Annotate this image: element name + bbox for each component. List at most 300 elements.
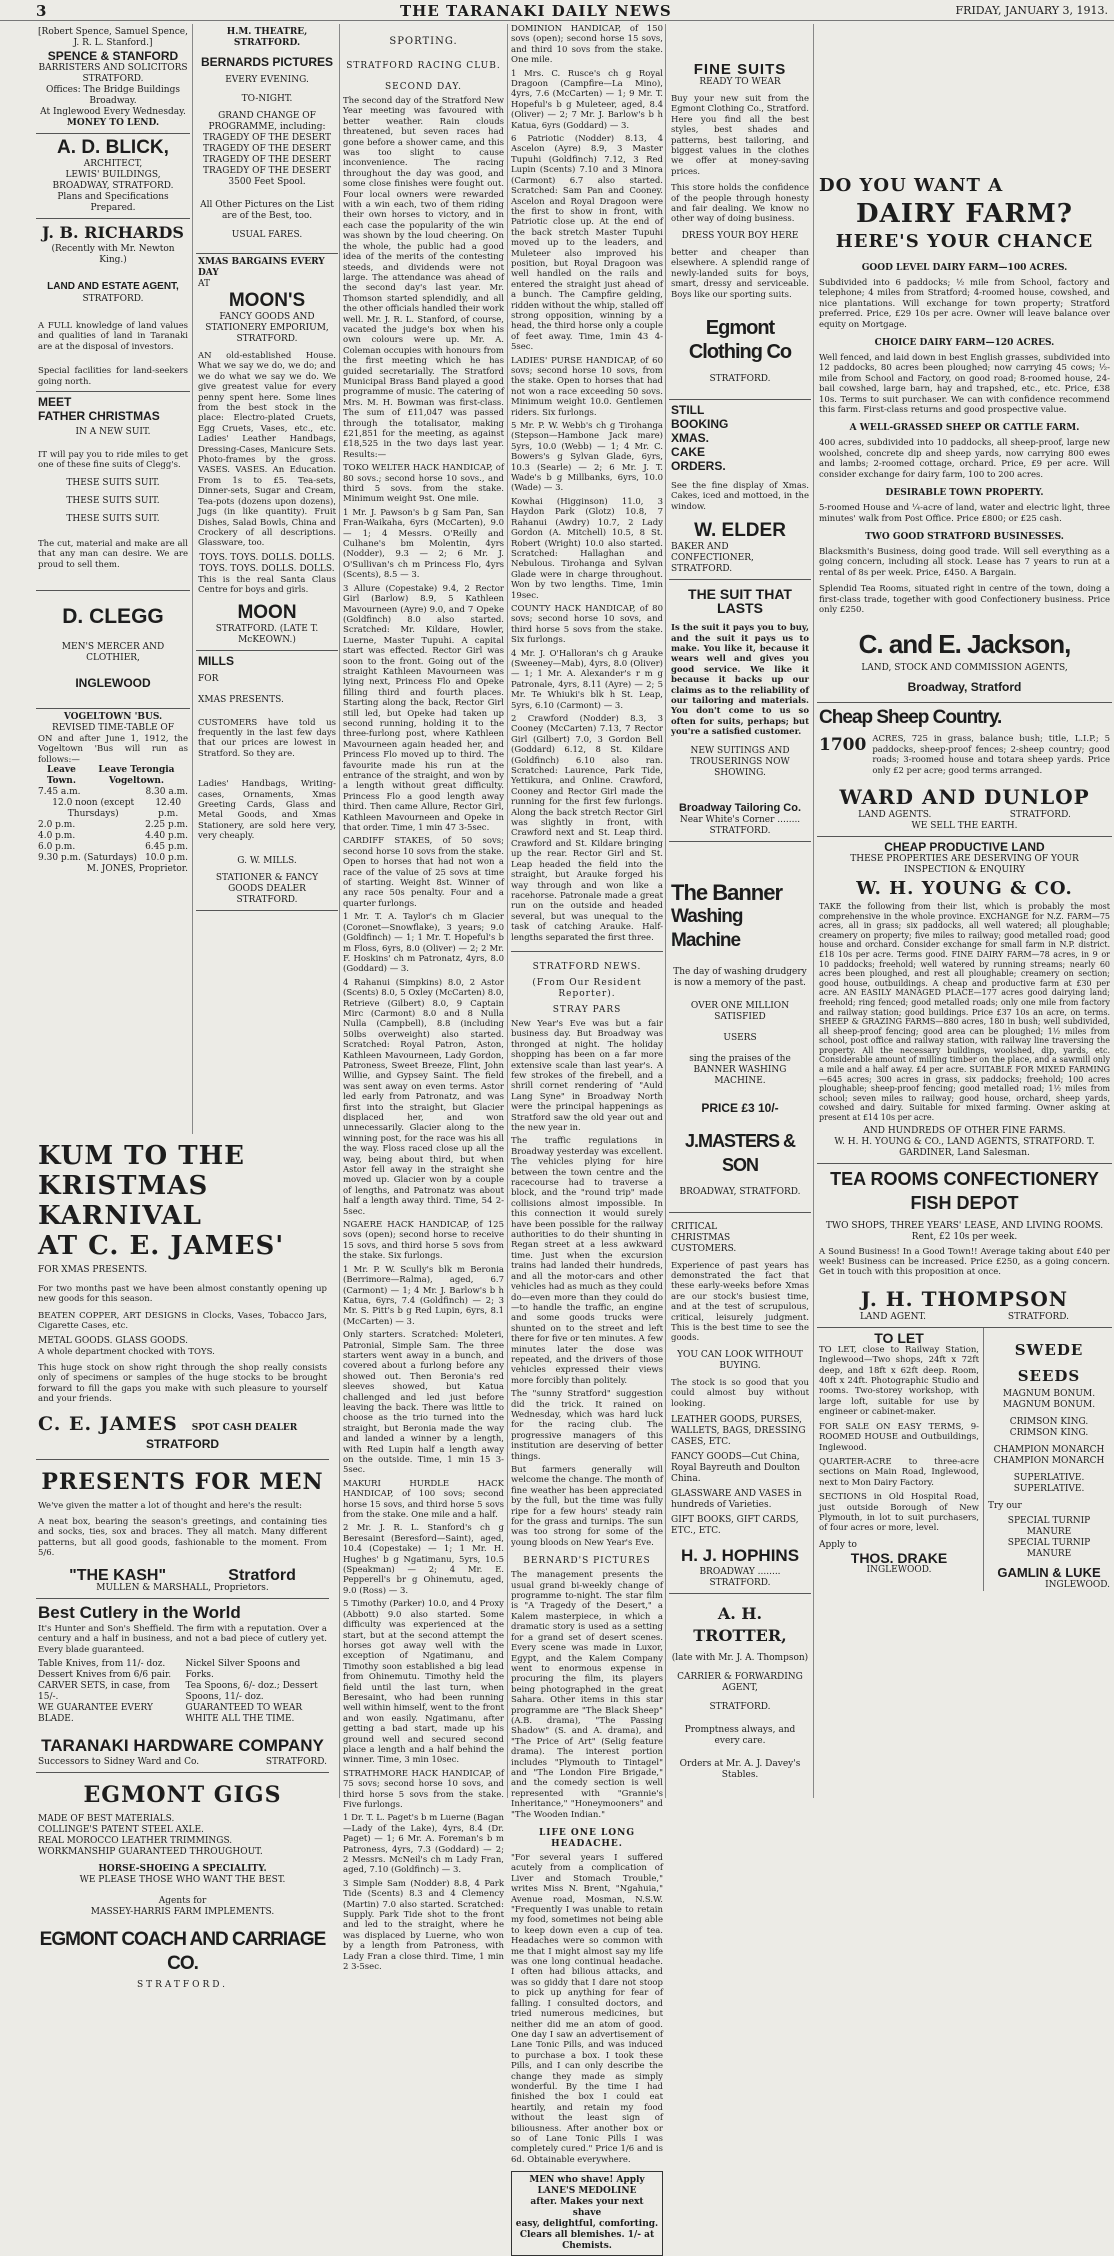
med-line: MEN who shave! Apply bbox=[529, 2175, 645, 2186]
moon-address: STRATFORD. (LATE T. McKEOWN.) bbox=[215, 623, 319, 645]
plans-note: Plans and Specifications Prepared. bbox=[57, 192, 169, 213]
crit-line: CHRISTMAS bbox=[671, 1232, 731, 1243]
column-5 bbox=[669, 24, 811, 1798]
partners-line: [Robert Spence, Samuel Spence, J. R. L. Stanford.] bbox=[38, 27, 188, 48]
fares: USUAL FARES. bbox=[231, 230, 303, 240]
ad-vogeltown-bus bbox=[36, 709, 190, 879]
clegg-sub: MEN'S MERCER AND CLOTHIER, bbox=[61, 642, 165, 664]
mills-name: G. W. MILLS. bbox=[237, 855, 297, 866]
bus-time-vogeltown: 6.45 p.m. bbox=[145, 842, 188, 853]
fc-body2: The cut, material and make are all that any man can desire. We are proud to sell them. bbox=[38, 538, 188, 570]
ad-egmont-gigs bbox=[36, 1773, 329, 1995]
race-heading: DOMINION HANDICAP, of 150 sovs (open); second horse 15 sovs, and third 10 sovs from the stake. One mile. bbox=[511, 24, 663, 66]
cutlery-right bbox=[186, 1659, 328, 1725]
mills-body: CUSTOMERS have told us frequently in the last few days that our prices are lowest in Stratford. So they are. bbox=[198, 717, 336, 759]
lasts-new: NEW SUITINGS AND TROUSERINGS NOW SHOWING. bbox=[690, 745, 790, 778]
rule bbox=[511, 951, 663, 952]
seed-item: CRIMSON KING. bbox=[1009, 1416, 1089, 1427]
fc-body: IT will pay you to ride miles to get one of these fine suits of Clegg's. bbox=[38, 450, 188, 471]
film-title: TRAGEDY OF THE DESERT bbox=[203, 155, 331, 165]
reporter-line: (From Our Resident Reporter). bbox=[532, 977, 642, 999]
elder-line: XMAS. bbox=[671, 430, 710, 445]
architect-name: A. D. BLICK, bbox=[57, 137, 169, 158]
ad-clegg bbox=[36, 591, 190, 709]
sporting-title: SPORTING. bbox=[389, 36, 458, 47]
at: AT bbox=[198, 279, 211, 289]
young-title: CHEAP PRODUCTIVE LAND bbox=[884, 839, 1045, 854]
bottom-row bbox=[817, 1328, 1112, 1591]
profession: ARCHITECT, bbox=[83, 159, 143, 169]
ad-mills bbox=[196, 651, 338, 911]
james-town: STRATFORD bbox=[145, 1436, 220, 1451]
bus-row bbox=[38, 853, 188, 864]
dairy-body: 400 acres, subdivided into 10 paddocks, all sheep-proof, large new woolshed, concrete dip and sheep yards, now carrying 800 ewes and lambs; 2-roomed cottage, orchard. Price, £9 per acre. Will consider exchange for dairy farm, 100 to 200 acres. bbox=[819, 438, 1110, 480]
bus-time-vogeltown: 10.0 p.m. bbox=[145, 853, 188, 864]
seed-item: SUPERLATIVE. bbox=[1013, 1483, 1085, 1494]
theatre-title: H.M. THEATRE, STRATFORD. bbox=[226, 27, 308, 48]
bus-time-town: 9.30 p.m. (Saturdays) bbox=[38, 853, 137, 864]
page-number: 3 bbox=[36, 2, 47, 20]
elder-line: BOOKING bbox=[671, 416, 729, 431]
gigs-line: REAL MOROCCO LEATHER TRIMMINGS. bbox=[38, 1835, 233, 1846]
fc-heading: FATHER CHRISTMAS bbox=[38, 409, 160, 424]
seed-item: SUPERLATIVE. bbox=[1013, 1472, 1085, 1483]
article-text: 5 Timothy (Parker) 10.0, and 4 Proxy (Abbott) 9.0 also started. Some difficulty was experienced at the start, but at the second attempt the horses got away well with the exception of Ngatimanu, and Timothy soon established a big lead from Ohinemutu. Timothy held the field until the last turn, when Beresaint, who had been running well within himself, went to the front and won easily. Ngatimanu, after getting a bad start, made up his ground well and secured second place a length and a half behind the winner. Time, 3 min 10sec. bbox=[343, 1599, 504, 1766]
thompson-town: STRATFORD. bbox=[1007, 1311, 1070, 1322]
med-line: easy, delightful, comforting. bbox=[515, 2219, 659, 2230]
gigs-line: MADE OF BEST MATERIALS. bbox=[38, 1813, 175, 1824]
kum-body2: This huge stock on show right through the shop really consists only of specimens or samples of the huge stocks to be brought forward to fill the gaps you make with such pleasure to yourself and your friends. bbox=[38, 1363, 327, 1405]
seed-item: CHAMPION MONARCH bbox=[993, 1444, 1105, 1455]
crit-line: CUSTOMERS. bbox=[671, 1243, 737, 1254]
kash-name: "THE KASH" bbox=[69, 1566, 167, 1584]
drake-town: INGLEWOOD. bbox=[866, 1564, 932, 1575]
ad-cutlery bbox=[36, 1599, 329, 1773]
bus-time-vogeltown: 8.30 a.m. bbox=[145, 787, 188, 798]
thompson-row bbox=[819, 1312, 1110, 1323]
mills-town: STRATFORD. bbox=[236, 894, 298, 905]
race-heading: TOKO WELTER HACK HANDICAP, of 80 sovs.; second horse 10 sovs., and third 5 sovs. from the stake. Minimum weight 9st. One mile. bbox=[343, 463, 504, 505]
gamlin-town: INGLEWOOD. bbox=[1045, 1579, 1110, 1590]
land-agent-title: LAND AND ESTATE AGENT, bbox=[47, 281, 179, 292]
elder-line: STILL bbox=[671, 402, 705, 417]
article-text: 3 Simple Sam (Nodder) 8.8, 4 Park Tide (Scents) 8.3 and 4 Clemency (Martin) 7.0 also started. Scratched: Supply. Park Tide shot to the front and led to the straight, where he was displaced by Luerne, who won by a length from Patroness, with Lady Fran a close third. Time, 1 min 2 3-5sec. bbox=[343, 1878, 504, 1973]
town: STRATFORD. bbox=[82, 294, 144, 304]
bus-row bbox=[38, 798, 188, 820]
column-rule bbox=[813, 24, 814, 1798]
firm-name: SPENCE & STANFORD bbox=[47, 49, 179, 63]
young-sub: THESE PROPERTIES ARE DESERVING OF YOUR INSPECTION & ENQUIRY bbox=[850, 853, 1079, 875]
column-6 bbox=[817, 24, 1112, 1798]
race-results: 5 Mr. P. W. Webb's ch g Tirohanga (Stepson—Hambone Jack mare) 5yrs, 10.0 (Webb) — 1; 4 Mr. C. Bowers's g Sylvan Glade, 6yrs, 10.3 (Searle) — 2; 6 Mr. J. T. Wade's b g Millbanks, 6yrs, 10.0 (Wade) — 3. bbox=[511, 421, 663, 494]
bus-row bbox=[38, 842, 188, 853]
tea-line2: FISH DEPOT bbox=[910, 1192, 1019, 1213]
young-body: TAKE the following from their list, which is probably the most comprehensive in the whole province. EXCHANGE for N.Z. FARM—75 acres, all in grass; six paddocks, all well watered; all ploughable; creamery on property; five miles to railway; good metalled road; good house and orchard. Consider exchange for small farm in N.P. district. £18 10s per acre. Terms good. FINE DAIRY FARM—78 acres, in 9 or 10 paddocks; freehold; well watered by running streams; nearly 60 acres been ploughed, and rest all ploughable; creamery on section; good house, outbuildings. A cheap and productive farm at £30 per acre. AN EASILY MANAGED PLACE—177 acres good dairying land; freehold; ring fenced; good metalled roads; only one mile from factory and railway station; good buildings. Price £37 10s an acre, on terms. SHEEP & GRAZING FARMS—880 acres, 180 in bush; well subdivided, all sheep-proof fencing; good area can be ploughed; 1½ miles from school, post office and railway station, with railway line traversing the property. All the necessary buildings, woolshed, dip, yards, etc. Considerable amount of milling timber on the place, and a sawmill only a mile and a half away. £4 per acre. SUITABLE FOR MIXED FARMING—645 acres; 300 acres in grass, six paddocks; freehold; 100 acres ploughable; sheep-proof fencing; good metalled road; 1½ miles from school; seven miles to railway; good house, orchard, sheep yards, cowshed and dairy. Suitable for mixed farming. Owner asking at present at £14 10s per acre. bbox=[819, 901, 1110, 1123]
race-results: 1 Dr. T. L. Paget's b m Luerne (Bagan—Lady of the Lake), 4yrs, 8.4 (Dr. Paget) — 1; 6 Mr. A. Foreman's b m Patroness, 4yrs, 7.3 (Goddard) — 2; 2 Messrs. McNeil's ch m Lady Fran, aged, 7.10 (Goldfinch) — 3. bbox=[343, 1813, 504, 1876]
ad-elder bbox=[669, 400, 811, 580]
crit-item: GIFT BOOKS, GIFT CARDS, ETC., ETC. bbox=[671, 1515, 799, 1537]
article-text: New Year's Eve was but a fair business day. But Broadway was thronged at night. The holiday shopping has been on a far more extensive scale than last year's. A few strokes of the firebell, and a shrill cornet rendering of "Auld Lang Syne" in Broadway North were the principal happenings as Stratford saw the old year out and the new year in. bbox=[511, 1018, 663, 1133]
lasts-body: Is the suit it pays you to buy, and the suit it pays us to make. You like it, because it wears well and gives you good service. We like it because it backs up our claims as to the reliability of our tailoring and materials. You don't come to us so often for suits, perhaps; but you're a satisfied customer. bbox=[671, 623, 809, 738]
crit-item: FANCY GOODS—Cut China, Royal Bayreuth and Doulton China. bbox=[671, 1452, 801, 1485]
gigs-line: COLLINGE'S PATENT STEEL AXLE. bbox=[38, 1824, 204, 1835]
bus-time-town: 7.45 a.m. bbox=[38, 787, 81, 798]
ad-fine-suits bbox=[669, 24, 811, 400]
crit-line: CRITICAL bbox=[671, 1221, 718, 1232]
toys-line: TOYS. TOYS. DOLLS. DOLLS. bbox=[199, 563, 335, 574]
for: FOR bbox=[198, 673, 219, 684]
dairy-body: Splendid Tea Rooms, situated right in centre of the town, doing a first-class trade, together with good Confectionery business. Price only £250. bbox=[819, 584, 1110, 615]
elder-line: CAKE bbox=[671, 444, 706, 459]
tea-line1: TEA ROOMS CONFECTIONERY bbox=[830, 1168, 1099, 1189]
gigs-please: WE PLEASE THOSE WHO WANT THE BEST. bbox=[79, 1874, 286, 1885]
bus-sub: REVISED TIME-TABLE OF bbox=[51, 723, 175, 734]
race-heading: STRATHMORE HACK HANDICAP, of 75 sovs; second horse 10 sovs, and third horse 5 sovs from the stake. Five furlongs. bbox=[343, 1768, 504, 1810]
article-text: 6 Patriotic (Nodder) 8.13, 4 Ascelon (Ayre) 8.9, 3 Master Tupuhi (Goldfinch) 7.12, 3 Red Lupin (Scents) 7.10 and 3 Minora (Carmont) 6.7 also started. Scratched: Sam Pan and Cooney. Ascelon and Royal Dragoon were the first to show in front, with Patriotic close up. At the end of the back stretch Master Tupuhi moved up to the leaders, and Muleteer also improved his position, but Royal Dragoon was well handled on the rails and entered the straight just ahead of a bunch. The Campfire gelding, ridden without the whip, stalled off strong opposition, winning by a head, the third horse only a couple of feet away. Time, 1min 43 4-5sec. bbox=[511, 134, 664, 353]
stratford-news-heading: STRATFORD NEWS. bbox=[532, 961, 642, 972]
santa-line: This is the real Santa Claus Centre for boys and girls. bbox=[198, 574, 336, 596]
ad-trotter bbox=[669, 1594, 811, 1785]
article-text: 2 Crawford (Nodder) 8.3, 3 Cooney (McCarten) 7.13, 7 Rector Girl (Gilbert) 7.0, 3 Gordon Bell (Goddard) 6.12, 8 St. Kildare (Goldfinch) 6.10 also ran. Scratched: Laurence, Park Tide, Yettikura, and Online. Crawford, Cooney and Rector Girl made the running for the first few furlongs. Along the back stretch Rector Girl was slightly in front, with Crawford next and St. Leap third. Crawford and St. Kildare bringing up the rear. Rector Girl and St. Leap headed the field into the straight, but Arauke forged his way through and won like a racehorse. Patronale made a great run on the outside and headed several, but was unequal to the task of catching Arauke. Half-lengths separated the first three. bbox=[511, 714, 663, 943]
coach-town: STRATFORD. bbox=[136, 1979, 229, 1990]
firm-subtitle: BARRISTERS AND SOLICITORS bbox=[38, 63, 188, 73]
dairy-heading: CHOICE DAIRY FARM—120 ACRES. bbox=[874, 338, 1055, 349]
hardware-town: STRATFORD. bbox=[265, 1756, 327, 1767]
men-title: PRESENTS FOR MEN bbox=[41, 1468, 324, 1495]
ad-suit-lasts bbox=[669, 580, 811, 841]
race-results: 1 Mr. T. A. Taylor's ch m Glacier (Coronet—Snowflake), 3 years; 9.0 (Goldfinch) — 1; 1 Mr. T. Hopeful's b m Floss, 6yrs, 8.0 (Oliver) — 2; 2 Mr. F. Hoskins' ch m Patronatz, 4yrs, 8.0 (Goddard) — 3. bbox=[343, 912, 504, 975]
cutlery-item: GUARANTEED TO WEAR WHITE ALL THE TIME. bbox=[185, 1702, 303, 1724]
town: STRATFORD. bbox=[82, 74, 144, 84]
article-text: The management presents the usual grand bi-weekly change of programme to-night. The star film is "A Tragedy of the Desert," a Kalem masterpiece, in which a dramatic story is used as a setting for a grand set of desert scenes. Every scene was made in Luxor, Egypt, and the Kalem Company went to enormous expense in procuring the film, its players being photographed in the great Sahara. Other items in this star programme are "The Black Sheep" (A.B. drama), "The Passing Shadow" (S. and A. drama), and "The Price of Art" (Selig feature drama). The interest portion includes "Plymouth to Tintagel" and "The London Fire Brigade," and the comedy section is well represented with "Grannie's Inheritance," "Honeymooners" and "The Wooden Indian." bbox=[511, 1570, 663, 1820]
hardware-succ: Successors to Sidney Ward and Co. bbox=[38, 1756, 200, 1767]
ad-father-christmas bbox=[36, 392, 190, 591]
cutlery-left bbox=[38, 1659, 180, 1725]
column-3 bbox=[343, 24, 504, 1973]
feet-spool: 3500 Feet Spool. bbox=[228, 177, 306, 187]
apply-to: Apply to bbox=[819, 1539, 857, 1550]
tonight: TO-NIGHT. bbox=[241, 94, 293, 104]
ad-blick bbox=[36, 134, 190, 219]
kash-line bbox=[38, 1566, 327, 1584]
column-rule bbox=[339, 24, 340, 1798]
bargains-heading: XMAS BARGAINS EVERY DAY bbox=[198, 257, 325, 278]
suits-ready: READY TO WEAR bbox=[699, 77, 781, 87]
film-title: TRAGEDY OF THE DESERT bbox=[203, 144, 331, 154]
to-let-q: QUARTER-ACRE to three-acre sections on Main Road, Inglewood, next to Mon Dairy Factory. bbox=[819, 1456, 979, 1488]
to-let-sale: FOR SALE ON EASY TERMS, 9-ROOMED HOUSE and Outbuildings, Inglewood. bbox=[819, 1421, 979, 1453]
tea-rent: Rent, £2 10s per week. bbox=[911, 1231, 1018, 1242]
meet-heading: MEET bbox=[38, 395, 72, 410]
cheap-body: ACRES, 725 in grass, balance bush; title, L.I.P.; 5 paddocks, sheep-proof fences; 2-sheep country; good roads; 3-roomed house and totara sheep yards. Price only £2 per acre; good terms arranged. bbox=[872, 734, 1110, 776]
article-text: "For several years I suffered acutely from a complication of Liver and Stomach Trouble," writes Miss N. Brent, "Ngahuia," Avenue road, Mosman, N.S.W. "Frequently I was unable to retain my food, sometimes not being able to keep down even a cup of tea. Headaches were so common with me that I might almost say my life was one long continual headache. I often had bilious attacks, and was so giddy that I dare not stoop to pick up anything for fear of falling. I consulted doctors, and tried numerous medicines, but neither did me an atom of good. One day I saw an advertisement of Lane Tonic Pills, and was induced to purchase a box. I took these Pills, and I can only describe the change they made as simply wonderful. By the time I had finished the box I could eat heartily, and retain my food without the least sign of biliousness. After another box or so of Lane Tonic Pills I was completely cured." Price 1/6 and is 6d. Obtainable everywhere. bbox=[511, 1853, 663, 2165]
dairy-heading: A WELL-GRASSED SHEEP OR CATTLE FARM. bbox=[849, 423, 1080, 434]
seed-item: MAGNUM BONUM. bbox=[1002, 1388, 1096, 1399]
mills-body2: Ladies' Handbags, Writing-cases, Ornaments, Xmas Greeting Cards, Glass and Metal Goods, and Xmas Stationery, are sold here very, very cheaply. bbox=[198, 779, 336, 842]
dairy-body: 5-roomed House and ¼-acre of land, water and electric light, three minutes' walk from Post Office. Price £800; or £25 cash. bbox=[819, 503, 1110, 524]
leave-town: Leave Town. bbox=[46, 765, 76, 787]
lasts-title: THE SUIT THAT LASTS bbox=[688, 586, 792, 617]
moons-body: AN old-established House. What we say we do, we do; and we do what we say we do. We give greatest value for every penny spent here. Some lines from the best stock in the place: Electro-plated Cruets, Egg Cruets, Vases, etc., etc. Ladies' Leather Handbags, Dressing-Cases, Manicure Sets. Photo-frames by the gross. VASES. VASES. An Education. From 1s to £5. Tea-sets, Dinner-sets, Sugar and Cream, Tea-pots (dozens upon dozens), Jugs (in like quantity). Fruit Dishes, Salad Bowls, China and Crockery of all descriptions. Glassware, too. bbox=[198, 351, 336, 549]
seed-item: CHAMPION MONARCH bbox=[993, 1455, 1105, 1466]
hardware-footer bbox=[38, 1757, 327, 1768]
race-results: 1 Mrs. C. Rusce's ch g Royal Dragoon (Campfire—La Mino), 4yrs, 7.6 (McCarten) — 1; 9 Mr. T. Hopeful's b g Muleteer, aged, 8.4 (Oliver) — 2; 7 Mr. J. Barlow's b h Katua, 6yrs (Goddard) — 3. bbox=[511, 68, 663, 131]
bernards-heading: BERNARD'S PICTURES bbox=[523, 1556, 651, 1567]
kum-dept: A whole department chocked with TOYS. bbox=[38, 1346, 215, 1357]
bus-row bbox=[38, 787, 188, 798]
seeds-title: SWEDE SEEDS bbox=[1014, 1340, 1084, 1385]
dairy-line3: HERE'S YOUR CHANCE bbox=[835, 231, 1094, 252]
article-text: The second day of the Stratford New Year meeting was favoured with better weather. Rain clouds threatened, but seven races had gone before a shower came, and this was too slight to cause inconvenience. The racing throughout the day was good, and some close finishes were fought out. Four local owners were rewarded with a win each, two of them riding their own horses to victory, and in each case the popularity of the win was shown by the loud cheering. On the whole, the public had a good idea of the merits of the contesting steeds, and dividends were not large. The attendance was ahead of the second day's last year. Mr. Thomson started splendidly, and all the other officials handled their work well. Mr. J. R. L. Stanford, of course, vacated the judge's box when his own colours were up. Mr. A. Coleman occupies with honours from the first meeting which he has guided secretarially. The Stratford Municipal Brass Band played a good programme of music. The catering of Mrs. M. H. Bowman was first-class. The sum of £11,047 was passed through the totalisator, making £21,851 for the meeting, as against £18,525 in the two days last year. Results:— bbox=[343, 96, 504, 460]
crit-can: YOU CAN LOOK WITHOUT BUYING. bbox=[677, 1349, 803, 1371]
thompson-sub: LAND AGENT. bbox=[859, 1311, 927, 1322]
ad-richards bbox=[36, 219, 190, 392]
clothing-town: STRATFORD. bbox=[709, 373, 771, 384]
crit-item: GLASSWARE AND VASES in hundreds of Varieties. bbox=[671, 1489, 802, 1511]
masthead bbox=[0, 0, 1114, 21]
men-body: We've given the matter a lot of thought and here's the result: bbox=[38, 1500, 302, 1511]
suits-line: THESE SUITS SUIT. bbox=[66, 513, 160, 524]
elder-name: W. ELDER bbox=[694, 520, 786, 542]
ad-swede-seeds bbox=[984, 1328, 1112, 1591]
dairy-body: Well fenced, and laid down in best English grasses, subdivided into 12 paddocks, 80 acres been ploughed; now carrying 45 cows; ½-mile from School and Factory, on good road; 8-roomed house, 24-bail cowshed, large barn, hay and trapshed, etc., etc. Price, £38 10s. Terms to suit purchaser. We can with confidence recommend this farm. First-class returns and good prospective value. bbox=[819, 353, 1110, 416]
article-text: Kowhai (Higginson) 11.0, 3 Haydon Park (Glotz) 10.8, 7 Rahanui (Awdry) 10.7, 2 Lady Gordon (A. Mitchell) 10.5, 8 St. Robert (Wright) 10.0 also started. Scratched: Hallaghan and Nebulous. Tirohanga and Sylvan Glade were in charge throughout. Won by two lengths. Time, 1min 19sec. bbox=[511, 496, 663, 601]
kum-body: For two months past we have been almost constantly opening up new goods for this season. bbox=[38, 1284, 327, 1305]
bus-intro: ON and after June 1, 1912, the Vogeltown 'Bus will run as follows:— bbox=[38, 734, 188, 765]
to-let-sec: SECTIONS in Old Hospital Road, just outside Borough of New Plymouth, in lot to suit purchasers, of four acres or more, level. bbox=[819, 1492, 979, 1534]
elder-town: STRATFORD. bbox=[671, 564, 733, 575]
bus-time-town: 4.0 p.m. bbox=[38, 831, 76, 842]
bus-time-town: 6.0 p.m. bbox=[38, 842, 76, 853]
article-text: Only starters. Scratched: Moleteri, Patronial, Simple Sam. The three starters went away in a bunch, and covered about a furlong before any showed out. Then Beronia's red sleeves showed, but Katua challenged and led just before leaving the back. There was little to choose as the trio turned into the straight, but Beronia made the way and landed a winner by a length, with Red Lupin half a length away on the outside. Time, 1 min 15 3-5sec. bbox=[343, 1330, 504, 1476]
trotter-orders: Orders at Mr. A. J. Davey's Stables. bbox=[679, 1759, 801, 1781]
dairy-body: Subdivided into 6 paddocks; ½ mile from School, factory and telephone; 4 miles from Stratford; 4-roomed house, cowshed, and nice plantations. Will exchange for town property; Stratford preferred. Price, £29 10s per acre. Owner will leave balance over equity on Mortgage. bbox=[819, 278, 1110, 330]
cheap-acres: 1700 bbox=[819, 735, 867, 756]
ward-town: STRATFORD. bbox=[1009, 809, 1071, 820]
masters-town: BROADWAY, STRATFORD. bbox=[679, 1186, 801, 1197]
trotter-sub: CARRIER & FORWARDING AGENT, bbox=[677, 1672, 803, 1694]
moon-name: MOON bbox=[237, 601, 297, 623]
trotter-town: STRATFORD. bbox=[709, 1702, 771, 1713]
cutlery-item: WE GUARANTEE EVERY BLADE. bbox=[38, 1702, 153, 1724]
film-title: TRAGEDY OF THE DESERT bbox=[203, 166, 331, 176]
banner-line1: The Banner bbox=[671, 879, 783, 905]
racing-club-heading: STRATFORD RACING CLUB. bbox=[346, 61, 501, 71]
grand-change: GRAND CHANGE OF PROGRAMME, including: bbox=[208, 111, 326, 132]
dairy-heading: GOOD LEVEL DAIRY FARM—100 ACRES. bbox=[861, 263, 1068, 273]
moons-name: MOON'S bbox=[228, 290, 306, 311]
young-name: W. H. YOUNG & CO. bbox=[856, 877, 1073, 899]
crit-body2: The stock is so good that you could almost buy without looking. bbox=[671, 1377, 809, 1409]
ad-to-let bbox=[817, 1328, 984, 1591]
toys-line: TOYS. TOYS. DOLLS. DOLLS. bbox=[199, 552, 335, 563]
suits-dress: DRESS YOUR BOY HERE bbox=[681, 230, 799, 241]
bus-header-row bbox=[38, 765, 188, 787]
dairy-body: Blacksmith's Business, doing good trade. Will sell everything as a going concern, including all stock. Lease has 7 years to run at a rental of 8s per week. Price, £450. A Bargain. bbox=[819, 546, 1110, 578]
jackson-name: C. and E. Jackson, bbox=[858, 629, 1071, 660]
gigs-agents: Agents for bbox=[158, 1895, 207, 1906]
office: Offices: The Bridge Buildings Broadway. bbox=[45, 85, 180, 106]
seed-item: MAGNUM BONUM. bbox=[1002, 1399, 1096, 1410]
tailoring-near: Near White's Corner ........ STRATFORD. bbox=[679, 814, 801, 836]
trotter-name: A. H. TROTTER, bbox=[693, 1604, 787, 1646]
trotter-late: (late with Mr. J. A. Thompson) bbox=[671, 1653, 809, 1664]
dairy-heading: TWO GOOD STRATFORD BUSINESSES. bbox=[865, 531, 1064, 542]
ad-medoline bbox=[511, 2171, 663, 2256]
elder-body: See the fine display of Xmas. Cakes, iced and mottoed, in the window. bbox=[671, 480, 809, 512]
race-results: 4 Mr. J. O'Halloran's ch g Arauke (Sweeney—Mab), 4yrs, 8.0 (Oliver) — 1; 1 Mr. A. Alexander's r m g Patronale, 4yrs, 8.11 (Ayre) — 2; 5 Mr. Te Whiuki's blk h St. Leap, 5yrs, 6.10 (Carmont) — 3. bbox=[511, 648, 663, 711]
stray-pars: STRAY PARS bbox=[552, 1004, 622, 1015]
hardware-name: TARANAKI HARDWARE COMPANY bbox=[41, 1735, 324, 1755]
column-1 bbox=[36, 24, 190, 1134]
egmont-clothing-name: Egmont Clothing Co bbox=[688, 316, 792, 363]
cutlery-title: Best Cutlery in the World bbox=[38, 1602, 241, 1622]
cutlery-item: Dessert Knives from 6/6 pair. bbox=[38, 1669, 172, 1680]
young-sig: W. H. H. YOUNG & CO., LAND AGENTS, STRATFORD. T. GARDINER, Land Salesman. bbox=[834, 1136, 1095, 1158]
bus-row bbox=[38, 831, 188, 842]
land-special: Special facilities for land-seekers going north. bbox=[38, 366, 188, 387]
crit-item: LEATHER GOODS, PURSES, WALLETS, BAGS, DRESSING CASES, ETC. bbox=[671, 1415, 806, 1448]
young-and: AND HUNDREDS OF OTHER FINE FARMS. bbox=[863, 1125, 1066, 1136]
race-results: 1 Mr. P. W. Scully's blk m Beronia (Berrimore—Ralma), aged, 6.7 (Carmont) — 1; 4 Mr. J. Barlow's b h Katua, 6yrs, 7.4 (Goldfinch) — 2; 3 Mr. S. Pitt's b g Red Lupin, 6yrs, 8.1 (McCarten) — 3. bbox=[343, 1264, 504, 1327]
inglewood-note: At Inglewood Every Wednesday. bbox=[40, 107, 186, 117]
suits-body: Buy your new suit from the Egmont Clothing Co., Stratford. Here you find all the best styles, best shades and patterns, best tailoring, and biggest values in the clothes we offer at money-saving prices. bbox=[671, 94, 809, 177]
ad-cheap-sheep bbox=[817, 703, 1112, 837]
ad-dairy-farm bbox=[817, 24, 1112, 703]
bus-time-vogeltown: 12.40 p.m. bbox=[155, 798, 182, 820]
med-line: LANE'S MEDOLINE bbox=[537, 2186, 637, 2197]
coach-name: EGMONT COACH AND CARRIAGE CO. bbox=[39, 1928, 326, 1974]
ward-dunlop-name: WARD AND DUNLOP bbox=[839, 784, 1090, 809]
ad-presents-for-men bbox=[36, 1460, 329, 1599]
bus-time-vogeltown: 4.40 p.m. bbox=[145, 831, 188, 842]
race-results: 2 Mr. J. R. L. Stanford's ch g Beresaint (Beresford—Saint), aged, 10.4 (Copestake) — 1; 1 Mr. H. Hughes' b g Ngatimanu, 5yrs, 10.5 (Speakman) — 2; 4 Mr. E. Pepperell's br g Ohinemutu, aged, 9.0 (Ross) — 3. bbox=[343, 1523, 504, 1596]
med-line: after. Makes your next shave bbox=[530, 2197, 644, 2219]
to-let-body: TO LET, close to Railway Station, Inglewood—Two shops, 24ft x 72ft deep, and 18ft x 62ft deep. Room, 40ft x 24ft. Photographic Studio and rooms. Two-storey workshop, with large loft, suitable for use by engineer or cabinet-maker. bbox=[819, 1344, 979, 1418]
kum-sig bbox=[38, 1411, 327, 1437]
dairy-heading: DESIRABLE TOWN PROPERTY. bbox=[885, 488, 1044, 499]
thompson-name: J. H. THOMPSON bbox=[860, 1286, 1069, 1311]
wide-left-block bbox=[36, 1138, 329, 1995]
men-body2: A neat box, bearing the season's greetings, and containing ties and socks, ties, sox and braces. They all match. Many different patterns, but all good goods, fashionable to the moment. From 5/6. bbox=[38, 1517, 327, 1559]
kum-for: FOR XMAS PRESENTS. bbox=[38, 1265, 148, 1275]
med-line: Chemists. bbox=[562, 2241, 612, 2252]
bus-time-town: 2.0 p.m. bbox=[38, 820, 76, 831]
ad-tea-rooms bbox=[817, 1164, 1112, 1328]
bus-time-vogeltown: 2.25 p.m. bbox=[145, 820, 188, 831]
moons-sub: FANCY GOODS AND STATIONERY EMPORIUM, STRATFORD. bbox=[205, 312, 329, 344]
agent-name: J. B. RICHARDS bbox=[42, 223, 184, 242]
bus-row bbox=[38, 820, 188, 831]
hophins-name: H. J. HOPHINS bbox=[680, 1546, 800, 1566]
med-line: Clears all blemishes. 1/- at bbox=[519, 2230, 655, 2241]
cutlery-item: CARVER SETS, in case, from 15/-. bbox=[38, 1680, 171, 1702]
agent-note: (Recently with Mr. Newton King.) bbox=[51, 244, 175, 265]
james-name: C. E. JAMES bbox=[38, 1412, 178, 1435]
tea-sub: TWO SHOPS, THREE YEARS' LEASE, AND LIVING ROOMS. bbox=[825, 1220, 1104, 1231]
kum-line3: AT C. E. JAMES' bbox=[38, 1231, 285, 1261]
suits-title: FINE SUITS bbox=[693, 61, 787, 78]
cutlery-item: Tea Spoons, 6/- doz.; Dessert Spoons, 11/- doz. bbox=[185, 1680, 318, 1702]
land-body: A FULL knowledge of land values and qualities of land in Taranaki are at the disposal of investors. bbox=[38, 321, 188, 352]
race-heading: MAKURI HURDLE HACK HANDICAP, of 100 sovs; second horse 15 sovs, and third horse 5 sovs from the stake. One mile and a half. bbox=[343, 1478, 504, 1521]
race-heading: COUNTY HACK HANDICAP, of 80 sovs; second horse 10 sovs, and third horse 5 sovs from the stake. Six furlongs. bbox=[511, 603, 663, 646]
ad-theatre bbox=[196, 24, 338, 254]
gigs-shoe: HORSE-SHOEING A SPECIALITY. bbox=[98, 1863, 267, 1874]
article-text: The "sunny Stratford" suggestion did the trick. It rained on Wednesday, which was hard luck for the racing club. The progressive managers of this institution are deserving of better things. bbox=[511, 1389, 663, 1462]
elder-line: ORDERS. bbox=[671, 458, 726, 473]
hophins-town: BROADWAY ........ STRATFORD. bbox=[699, 1567, 781, 1589]
jackson-sub: LAND, STOCK AND COMMISSION AGENTS, bbox=[861, 663, 1068, 674]
every-evening: EVERY EVENING. bbox=[225, 75, 309, 85]
race-heading: LADIES' PURSE HANDICAP, of 60 sovs; second horse 10 sovs, from the stake. Open to horses that had not won a race exceeding 50 sovs. Minimum weight 10.0. Gentlemen riders. Six furlongs. bbox=[511, 355, 663, 418]
ward-sub: LAND AGENTS. bbox=[858, 809, 932, 820]
bus-title: VOGELTOWN 'BUS. bbox=[63, 712, 163, 723]
clegg-town: INGLEWOOD bbox=[75, 676, 151, 691]
column-rule bbox=[507, 24, 508, 1798]
mills-title: MILLS bbox=[198, 653, 234, 668]
other-pictures: All Other Pictures on the List are of the Best, too. bbox=[200, 200, 334, 221]
banner-line2: Washing Machine bbox=[671, 905, 743, 951]
article-text: The traffic regulations in Broadway yesterday was excellent. The vehicles plying for hire between the town centre and the racecourse had to traverse a block, and the "round trip" made collisions almost impossible. In this connection it would surely have been possible for the railway authorities to do their shunting in Regan street at a less awkward time. Just when the excursion trains had landed their hundreds, and all the motor-cars and other vehicles had as much as they could do—even more than they could do—to handle the traffic, an engine and some goods trucks were shunted on to the street and left there for five or ten minutes. A few minutes later the dose was repeated, and the drivers of those vehicles expressed their views more forcibly than politely. bbox=[511, 1136, 663, 1386]
elder-sub: BAKER AND CONFECTIONER, bbox=[671, 542, 754, 564]
gigs-title: EGMONT GIGS bbox=[83, 1781, 282, 1808]
address: LEWIS' BUILDINGS, BROADWAY, STRATFORD. bbox=[52, 170, 174, 191]
banner-sing: sing the praises of the BANNER WASHING MACHINE. bbox=[689, 1053, 791, 1086]
masters-name: J.MASTERS & SON bbox=[684, 1130, 796, 1175]
ad-spence-stanford bbox=[36, 24, 190, 134]
suits-line: THESE SUITS SUIT. bbox=[66, 477, 160, 488]
column-2 bbox=[196, 24, 338, 1134]
mills-sub: STATIONER & FANCY GOODS DEALER bbox=[215, 872, 319, 894]
article-text: 3 Allure (Copestake) 9.4, 2 Rector Girl (Barlow) 8.9, 5 Kathleen Mavourneen (Ayre) 9.0, and 7 Opeke (Goldfinch) 8.0 also started. Scratched: Mr. Kildare, Howler, Luerne, Master Tupuhi. A capital start was effected. Rector Girl was soon to the front. Going out of the straight Kathleen Mavourneen was lying next, Princess Flo and Opeke filling third and fourth places. Starting along the back, Rector Girl still led, but Opeke had taken up second running, holding it to the three-furlong post, where Kathleen Mavourneen again headed her, and Princess Flo moved up to third. The favourite made his run at the entrance of the straight, and won by a length without great difficulty. Princess Flo a good length away third. Then came Allure, Rector Girl, Kathleen Mavourneen and Opeke in that order. Time, 1 min 47 3-5sec. bbox=[343, 583, 504, 834]
seeds-try: Try our bbox=[988, 1500, 1022, 1511]
suits-body2: This store holds the confidence of the people through honesty and fair dealing. We know no other way of doing business. bbox=[671, 183, 809, 225]
dairy-line2: DAIRY FARM? bbox=[855, 199, 1074, 229]
trotter-prompt: Promptness always, and every care. bbox=[684, 1725, 796, 1747]
bus-time-town: 12.0 noon (except Thursdays) bbox=[52, 798, 135, 820]
dealer: SPOT CASH DEALER bbox=[191, 1422, 298, 1433]
cutlery-item: Nickel Silver Spoons and Forks. bbox=[185, 1658, 301, 1680]
cutlery-lists bbox=[38, 1659, 327, 1725]
banner-over: OVER ONE MILLION SATISFIED bbox=[690, 1000, 790, 1022]
leave-vogeltown: Leave Terongia Vogeltown. bbox=[98, 765, 175, 787]
money-note: MONEY TO LEND. bbox=[66, 118, 160, 128]
gigs-massey: MASSEY-HARRIS FARM IMPLEMENTS. bbox=[90, 1906, 275, 1917]
life-heading: LIFE ONE LONG HEADACHE. bbox=[538, 1828, 636, 1849]
kash-town: Stratford bbox=[228, 1566, 296, 1584]
to-let-title: TO LET bbox=[874, 1329, 924, 1346]
race-heading: NGAERE HACK HANDICAP, of 125 sovs (open); second horse to receive 15 sovs, and third horse 5 sovs from the stake. Six furlongs. bbox=[343, 1220, 504, 1262]
race-results: 1 Mr. J. Pawson's b g Sam Pan, San Fran-Waikaha, 6yrs (McCarten), 9.0 — 1; 4 Messrs. O'Reilly and Culhane's bm Molentin, 4yrs (Nodder), 9.3 — 2; 6 Mr. J. O'Sullivan's ch m Princess Flo, 4yrs (Scents), 8.5 — 3. bbox=[343, 507, 504, 581]
dairy-line1: DO YOU WANT A bbox=[819, 175, 1004, 196]
crit-body: Experience of past years has demonstrated the fact that these early-weeks before Xmas are our stock's busiest time, and at the test of scrupulous, critical, leisurely judgment. This is the best time to see the goods. bbox=[671, 1260, 809, 1344]
seed-item: CRIMSON KING. bbox=[1009, 1427, 1089, 1438]
kash-prop: MULLEN & MARSHALL, Proprietors. bbox=[96, 1582, 269, 1593]
ad-kristmas-karnival bbox=[36, 1138, 329, 1460]
gigs-line: WORKMANSHIP GUARANTEED THROUGHOUT. bbox=[38, 1846, 263, 1857]
tea-body: A Sound Business! In a Good Town!! Average taking about £40 per week! Business can be increased. Price £250, as a going concern. Get in touch with this proposition at once. bbox=[819, 1246, 1110, 1278]
issue-date: FRIDAY, JANUARY 3, 1913. bbox=[955, 4, 1108, 17]
ward-row bbox=[819, 810, 1110, 821]
banner-users: USERS bbox=[723, 1032, 757, 1043]
xmas-presents: XMAS PRESENTS. bbox=[198, 694, 284, 705]
jackson-addr: Broadway, Stratford bbox=[907, 680, 1022, 695]
column-4 bbox=[511, 24, 664, 2252]
ad-critical-customers bbox=[669, 1213, 811, 1594]
bus-proprietor: M. JONES, Proprietor. bbox=[86, 864, 188, 875]
article-text: But farmers generally will welcome the change. The month of fine weather has been appreciated by the full, but the time was fully ripe for a few hours' steady rain for the grass and turnips. The sun was too strong for some of the young bloods on New Year's Eve. bbox=[511, 1465, 663, 1548]
